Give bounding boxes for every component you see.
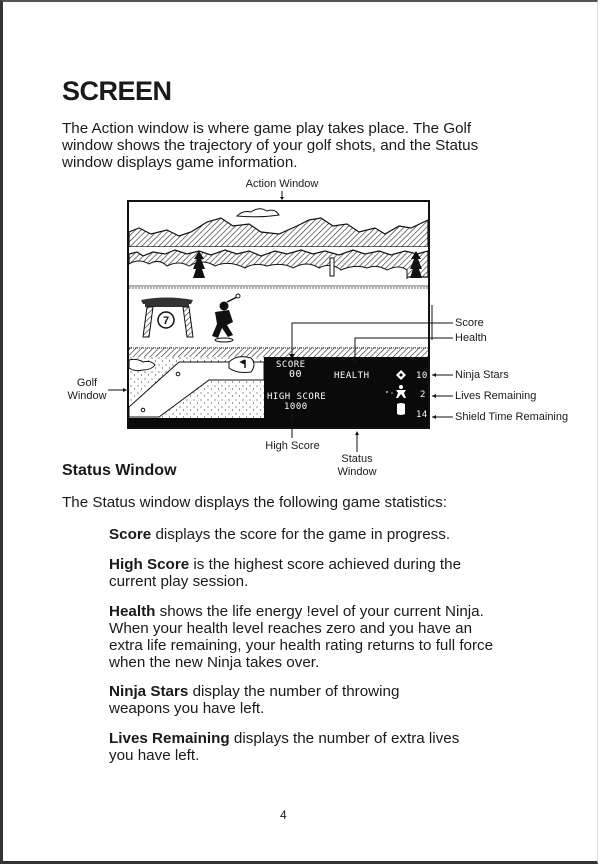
hud-score-label: SCORE: [276, 360, 306, 370]
label-status-window-line2: Window: [337, 466, 377, 478]
stat-item-lives-remaining: [109, 730, 469, 764]
stat-term: Score: [109, 526, 152, 543]
game-screen-illustration: [127, 200, 430, 429]
arrowhead: [432, 394, 436, 398]
section-title: Status Window: [62, 462, 177, 479]
label-ninja-stars: Ninja Stars: [455, 369, 509, 381]
arrowhead: [432, 373, 436, 377]
label-lives-remaining: Lives Remaining: [455, 390, 537, 402]
label-golf-window-line1: Golf: [76, 377, 98, 389]
hud-health-label: HEALTH: [334, 371, 370, 381]
stat-item-health: [109, 603, 494, 671]
cloud: [237, 209, 279, 217]
hud-score-value: 00: [289, 369, 303, 380]
tee-marker: [141, 408, 145, 412]
hole-number: 7: [162, 315, 170, 327]
hud-high-score-label: HIGH SCORE: [267, 392, 327, 402]
mountains: [129, 218, 428, 247]
hud-shield-value: 14: [416, 410, 428, 420]
stat-item-score: [109, 526, 489, 543]
stat-text: displays the number of extra lives you have left.: [109, 730, 460, 764]
ninja-golfer-icon: [212, 294, 240, 342]
pillar: [330, 258, 334, 276]
stat-text: displays the score for the game in progress.: [151, 526, 451, 543]
health-dot: [391, 392, 392, 393]
label-high-score: High Score: [265, 440, 320, 452]
grass-strip-top: [129, 286, 428, 288]
label-action-window: Action Window: [245, 178, 319, 190]
stat-item-high-score: [109, 556, 484, 590]
label-golf-window: [62, 377, 112, 403]
label-shield-time-remaining: Shield Time Remaining: [455, 411, 569, 423]
green: [229, 357, 254, 373]
ball-marker: [176, 372, 180, 376]
hud-lives-value: 2: [420, 390, 426, 400]
shield-icon: [397, 403, 405, 415]
page-number: 4: [280, 808, 287, 822]
arrowhead: [355, 431, 359, 435]
action-window: [129, 209, 428, 357]
stat-text: is the highest score achieved during the current play session.: [109, 556, 462, 590]
arrowhead: [432, 415, 436, 419]
stat-term: Health: [109, 603, 156, 620]
hud-high-score-value: 1000: [284, 402, 308, 412]
label-score: Score: [455, 317, 484, 329]
hud-ninja-stars-value: 10: [416, 371, 428, 381]
stat-term: Lives Remaining: [109, 730, 230, 747]
stat-term: Ninja Stars: [109, 683, 189, 700]
torii-gate-icon: [141, 298, 193, 338]
label-golf-window-line2: Window: [67, 390, 107, 402]
ground-band: [129, 279, 428, 283]
label-status-window-line1: Status: [341, 453, 373, 465]
stat-term: High Score: [109, 556, 190, 573]
intro-paragraph: The Action window is where game play takes place. The Golf window shows the trajectory of your golf shots, and the Status window displays game information.: [62, 120, 479, 171]
golf-window: [129, 357, 264, 427]
label-status-window: [327, 453, 387, 479]
health-dot: [386, 391, 388, 393]
stat-text: display the number of throwing weapons you have left.: [109, 683, 400, 717]
label-health: Health: [455, 332, 487, 344]
grass-strip-bottom: [129, 347, 428, 357]
stat-text: shows the life energy !evel of your current Ninja. When your health level reaches zero and you have an extra life remaining, your health rating returns to full force when the new Ninja takes over.: [109, 603, 494, 671]
stat-item-ninja-stars: [109, 683, 439, 717]
page-heading: SCREEN: [62, 76, 172, 106]
section-lead: The Status window displays the following game statistics:: [62, 494, 447, 511]
